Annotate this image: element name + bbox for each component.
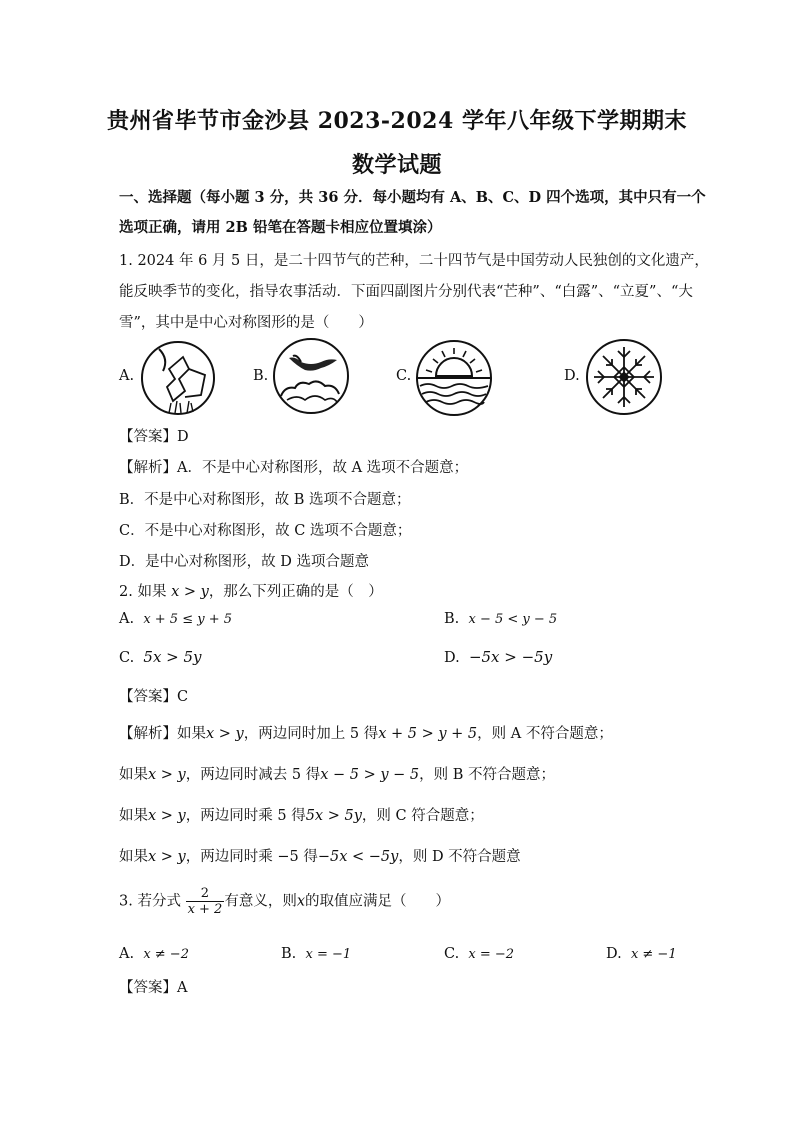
q2-stem: 2. 如果 x > y，那么下列正确的是（ ） <box>119 584 383 600</box>
solar-term-image-c <box>414 338 494 418</box>
q1-option-b-label: B. <box>253 368 269 384</box>
q3-option-c: C. x = −2 <box>444 946 515 962</box>
section-header-line1: 一、选择题（每小题 3 分，共 36 分．每小题均有 A、B、C、D 四个选项，其中只有一个 <box>119 189 706 206</box>
q3-stem: 3. 若分式 $\frac{2}{x + 2}$ 有意义，则x的取值应满足（ ） <box>119 886 451 917</box>
q2-analysis-line2: 如果x > y，两边同时减去 5 得x − 5 > y − 5，则 B 不符合题意； <box>119 767 556 783</box>
q2-option-c: C. 5x > 5y <box>119 648 202 666</box>
q1-analysis-line3: C．不是中心对称图形，故 C 选项不合题意； <box>119 523 412 539</box>
section-header-line2: 选项正确，请用 2B 铅笔在答题卡相应位置填涂） <box>119 219 442 236</box>
q1-option-a-label: A. <box>119 368 135 384</box>
q2-analysis-line3: 如果x > y，两边同时乘 5 得5x > 5y，则 C 符合题意； <box>119 808 484 824</box>
solar-term-image-d <box>584 337 664 417</box>
q2-condition: x > y <box>171 584 209 600</box>
q1-analysis-line2: B．不是中心对称图形，故 B 选项不合题意； <box>119 492 411 508</box>
q2-analysis-line4: 如果x > y，两边同时乘 −5 得−5x < −5y，则 D 不符合题意 <box>119 849 521 865</box>
q1-option-d-label: D. <box>564 368 580 384</box>
q2-option-a: A. x + 5 ≤ y + 5 <box>119 611 233 627</box>
q3-option-a: A. x ≠ −2 <box>119 946 189 962</box>
q1-analysis-tag: 【解析】 <box>119 460 177 476</box>
q2-option-d: D. −5x > −5y <box>444 648 553 666</box>
q2-analysis-tag: 【解析】 <box>119 726 177 742</box>
page-title: 贵州省毕节市金沙县 2023-2024 学年八年级下学期期末 <box>107 108 687 134</box>
q2-option-b: B. x − 5 < y − 5 <box>444 611 558 627</box>
solar-term-image-b <box>271 336 351 416</box>
q2-answer: 【答案】C <box>119 689 189 705</box>
q1-line3: 雪”，其中是中心对称图形的是（ ） <box>119 315 373 331</box>
q1-line2: 能反映季节的变化，指导农事活动．下面四副图片分别代表“芒种”、“白露”、“立夏”、“大 <box>119 284 693 300</box>
q1-line1: 1. 2024 年 6 月 5 日，是二十四节气的芒种，二十四节气是中国劳动人民独创的文化遗产， <box>119 253 709 269</box>
q1-answer: 【答案】D <box>119 429 189 445</box>
page-subtitle: 数学试题 <box>351 152 442 178</box>
q3-option-d: D. x ≠ −1 <box>606 946 677 962</box>
solar-term-image-a <box>139 339 217 417</box>
q1-analysis-line1: 【解析】A．不是中心对称图形，故 A 选项不合题意； <box>119 460 469 476</box>
q1-option-c-label: C. <box>396 368 412 384</box>
q3-fraction: $\frac{2}{x + 2}$ <box>187 886 223 917</box>
q3-answer: 【答案】A <box>119 980 188 996</box>
q2-analysis-line1: 【解析】如果x > y，两边同时加上 5 得x + 5 > y + 5，则 A 不符合题意； <box>119 726 613 742</box>
q1-analysis-line4: D．是中心对称图形，故 D 选项合题意 <box>119 554 369 570</box>
q3-option-b: B. x = −1 <box>281 946 352 962</box>
